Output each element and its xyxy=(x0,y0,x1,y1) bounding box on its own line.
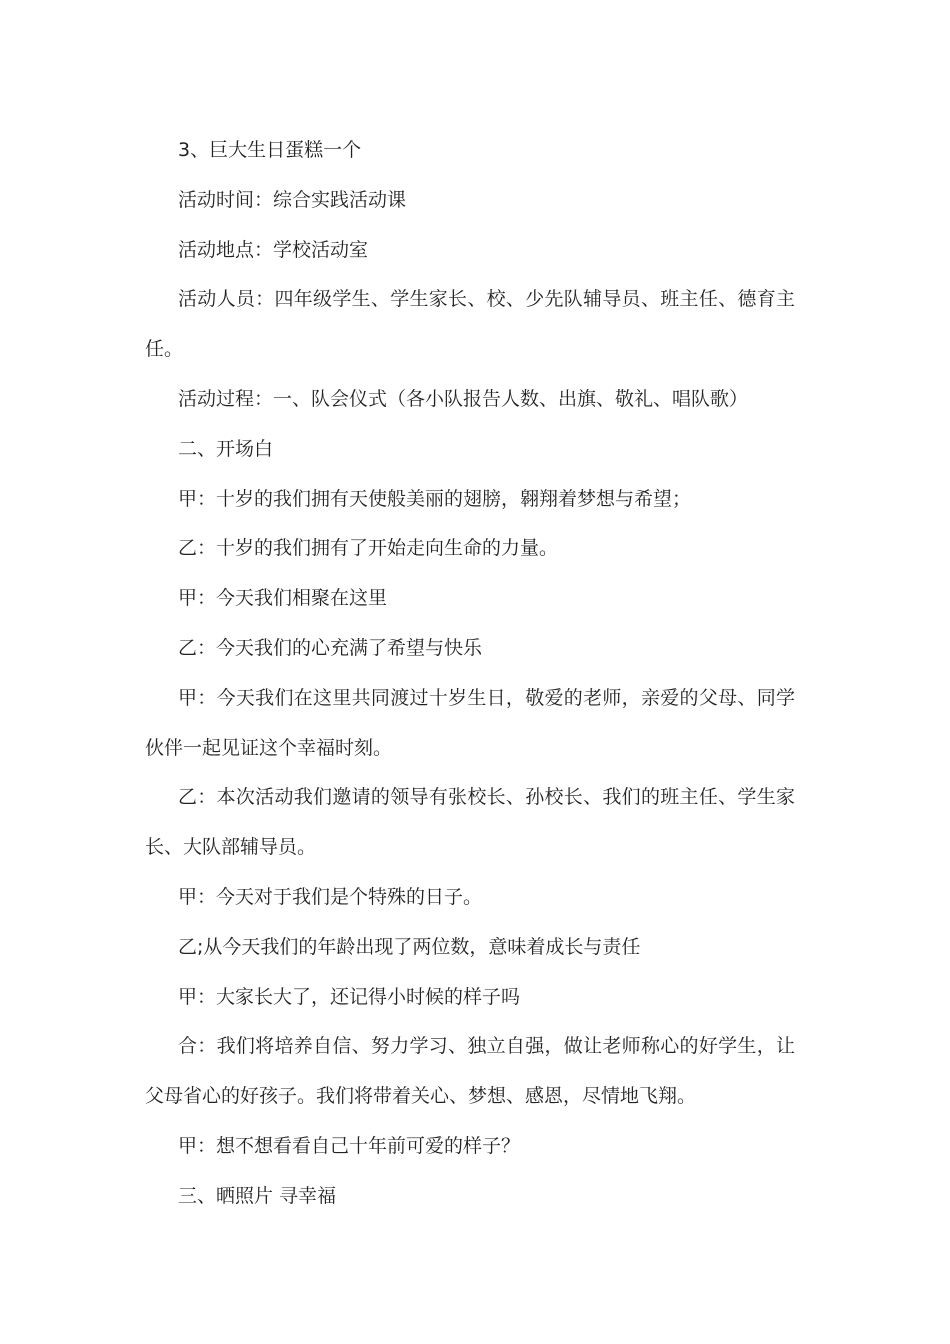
paragraph-activity-process: 活动过程：一、队会仪式（各小队报告人数、出旗、敬礼、唱队歌） xyxy=(178,387,749,410)
dialogue-line: 乙：本次活动我们邀请的领导有张校长、孙校长、我们的班主任、学生家长、大队部辅导员。 xyxy=(145,786,795,859)
dialogue-line: 甲：今天我们在这里共同渡过十岁生日，敬爱的老师，亲爱的父母、同学伙伴一起见证这个幸福时刻。 xyxy=(145,686,795,759)
dialogue-line: 乙：十岁的我们拥有了开始走向生命的力量。 xyxy=(178,537,559,560)
dialogue-line: 乙;从今天我们的年龄出现了两位数，意味着成长与责任 xyxy=(178,935,641,958)
dialogue-line: 甲：十岁的我们拥有天使般美丽的翅膀，翱翔着梦想与希望； xyxy=(178,487,692,510)
dialogue-line: 甲：今天对于我们是个特殊的日子。 xyxy=(178,885,483,908)
dialogue-line: 乙：今天我们的心充满了希望与快乐 xyxy=(178,636,483,659)
paragraph-activity-participants: 活动人员：四年级学生、学生家长、校、少先队辅导员、班主任、德育主任。 xyxy=(145,288,795,361)
dialogue-line: 甲：今天我们相聚在这里 xyxy=(178,587,388,610)
document-body xyxy=(145,126,795,1222)
paragraph-item-cake: 3、巨大生日蛋糕一个 xyxy=(178,139,362,161)
section-heading-photos: 三、晒照片 寻幸福 xyxy=(178,1184,337,1207)
paragraph-activity-time: 活动时间：综合实践活动课 xyxy=(178,188,407,211)
dialogue-line: 甲：想不想看看自己十年前可爱的样子？ xyxy=(178,1134,521,1157)
paragraph-activity-location: 活动地点：学校活动室 xyxy=(178,238,369,261)
dialogue-line: 合：我们将培养自信、努力学习、独立自强，做让老师称心的好学生，让父母省心的好孩子。我们将带着关心、梦想、感恩，尽情地飞翔。 xyxy=(145,1035,795,1108)
dialogue-line: 甲：大家长大了，还记得小时候的样子吗 xyxy=(178,985,521,1008)
section-heading-opening: 二、开场白 xyxy=(178,437,274,460)
